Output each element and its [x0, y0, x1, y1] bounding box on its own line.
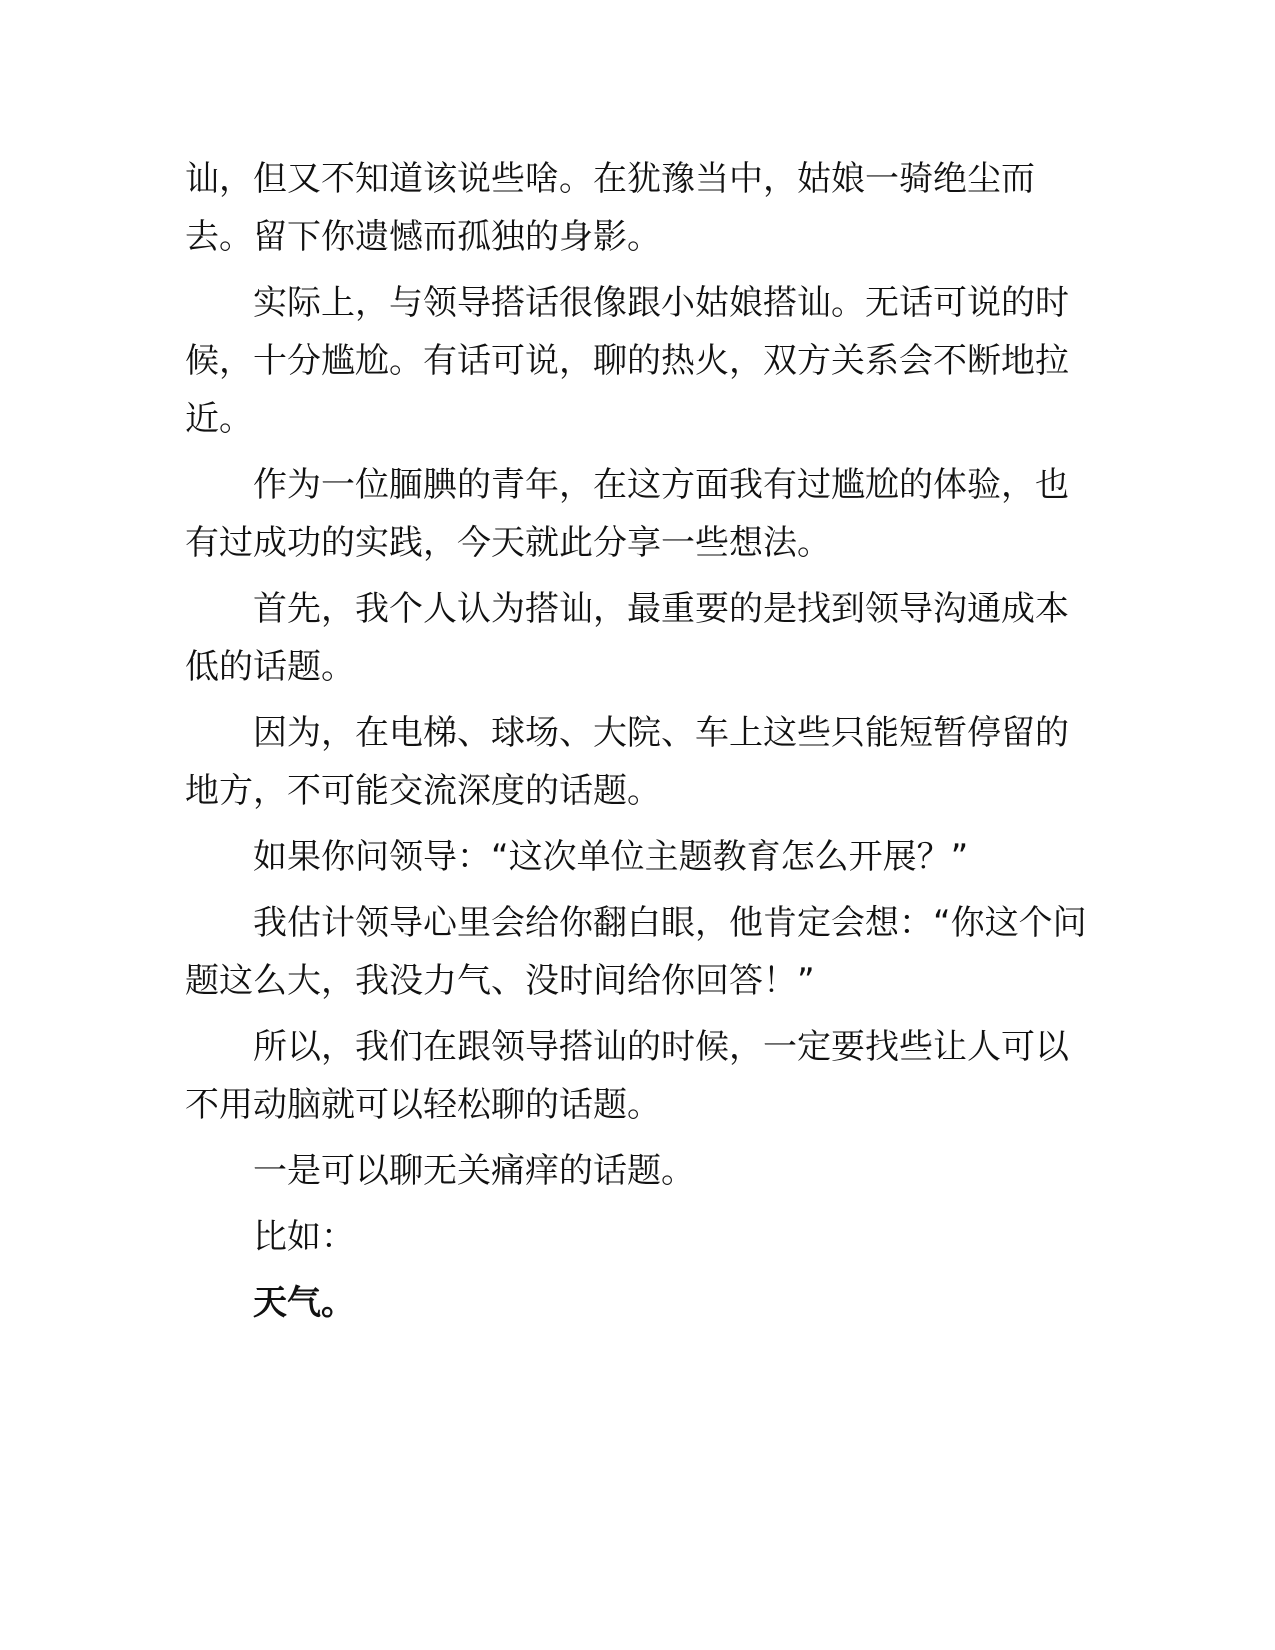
paragraph-2: 实际上，与领导搭话很像跟小姑娘搭讪。无话可说的时候，十分尴尬。有话可说，聊的热火，双方关系会不断地拉近。 — [185, 283, 1069, 439]
paragraph-8: 所以，我们在跟领导搭讪的时候，一定要找些让人可以不用动脑就可以轻松聊的话题。 — [185, 1027, 1069, 1125]
document-body — [185, 150, 1090, 1340]
paragraph-11: 天气。 — [253, 1283, 355, 1323]
paragraph-10: 比如： — [253, 1217, 355, 1257]
paragraph-4: 首先，我个人认为搭讪，最重要的是找到领导沟通成本低的话题。 — [185, 589, 1069, 687]
paragraph-6: 如果你问领导：“这次单位主题教育怎么开展？” — [253, 837, 969, 877]
paragraph-3: 作为一位腼腆的青年，在这方面我有过尴尬的体验，也有过成功的实践，今天就此分享一些想法。 — [185, 465, 1069, 563]
paragraph-5: 因为，在电梯、球场、大院、车上这些只能短暂停留的地方，不可能交流深度的话题。 — [185, 713, 1069, 811]
paragraph-9: 一是可以聊无关痛痒的话题。 — [253, 1151, 695, 1191]
paragraph-7: 我估计领导心里会给你翻白眼，他肯定会想：“你这个问题这么大，我没力气、没时间给你回答！” — [185, 903, 1087, 1001]
paragraph-1: 讪，但又不知道该说些啥。在犹豫当中，姑娘一骑绝尘而去。留下你遗憾而孤独的身影。 — [185, 159, 1035, 257]
